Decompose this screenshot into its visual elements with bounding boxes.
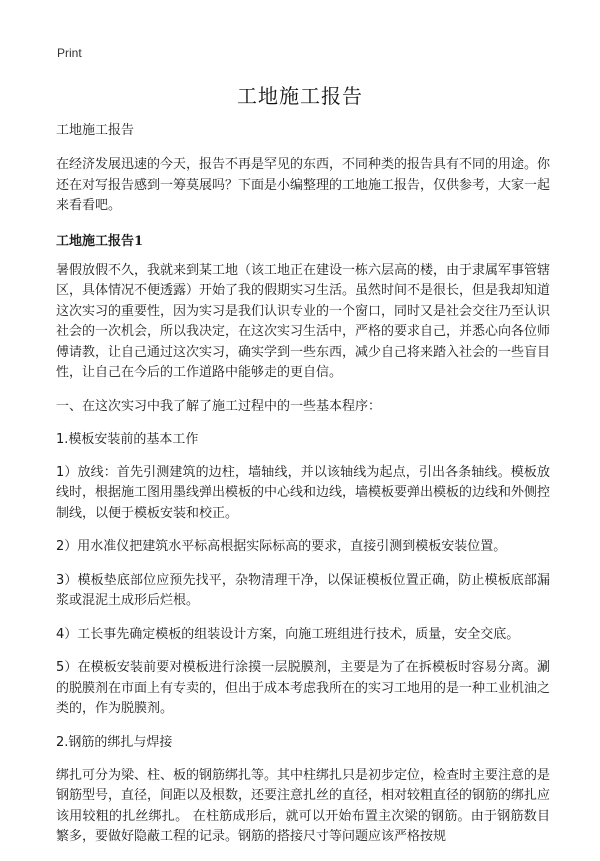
- final-paragraph: 绑扎可分为梁、柱、板的钢筋绑扎等。其中柱绑扎只是初步定位，检查时主要注意的是钢筋型号，直径，间距以及根数，还要注意扎丝的直径，相对较粗直径的钢筋的绑扎应该用较粗的扎丝绑扎。 在柱筋成形后，就可以开始布置主次梁的钢筋。由于钢筋数目繁多，要做好隐蔽工程的记录。钢筋的搭接尺寸等问题应该严格按规: [56, 767, 551, 844]
- list-item: 3）模板垫底部位应预先找平，杂物清理干净，以保证模板位置正确，防止模板底部漏浆或混泥土成形后烂根。: [56, 572, 550, 608]
- list-item: 2）用水准仪把建筑水平标高根据实际标高的要求，直接引测到模板安装位置。: [56, 539, 507, 554]
- section1-heading: 一、在这次实习中我了解了施工过程中的一些基本程序：: [56, 398, 382, 414]
- document-body: [56, 121, 550, 861]
- intro-paragraph: 在经济发展迅速的今天，报告不再是罕见的东西，不同种类的报告具有不同的用途。你还在对写报告感到一筹莫展吗？下面是小编整理的工地施工报告，仅供参考，大家一起来看看吧。: [56, 157, 551, 213]
- report1-heading: 工地施工报告1: [56, 233, 144, 249]
- list-item: 5）在模板安装前要对模板进行涂摸一层脱膜剂，主要是为了在拆模板时容易分离。涮的脱膜剂在市面上有专卖的，但出于成本考虑我所在的实习工地用的是一种工业机油之类的，作为脱膜剂。: [56, 660, 551, 716]
- subsection1-heading: 1.模板安装前的基本工作: [56, 431, 199, 447]
- document-subtitle: 工地施工报告: [56, 123, 135, 138]
- list-item: 4）工长事先确定模板的组装设计方案，向施工班组进行技术，质量，安全交底。: [56, 626, 520, 642]
- subsection2-heading: 2.钢筋的绑扎与焊接: [56, 734, 173, 750]
- report1-paragraph: 暑假放假不久，我就来到某工地（该工地正在建设一栋六层高的楼，由于隶属军事管辖区，具体情况不便透露）开始了我的假期实习生活。虽然时间不是很长，但是我却知道这次实习的重要性，因为实习是我们认识专业的一个窗口，同时又是社会交往乃至认识社会的一次机会，所以我决定，在这次实习生活中，严格的要求自己，并悉心向各位师傅请教，让自己通过这次实习，确实学到一些东西，减少自己将来踏入社会的一些盲目性，让自己在今后的工作道路中能够走的更自信。: [56, 262, 551, 380]
- document-title: 工地施工报告: [237, 84, 363, 108]
- list-item: 1）放线：首先引测建筑的边柱，墙轴线，并以该轴线为起点，引出各条轴线。模板放线时，根据施工图用墨线弹出模板的中心线和边线，墙模板要弹出模板的边线和外侧控制线，以便于模板安装和校正。: [56, 464, 551, 521]
- print-link[interactable]: Print: [57, 46, 82, 60]
